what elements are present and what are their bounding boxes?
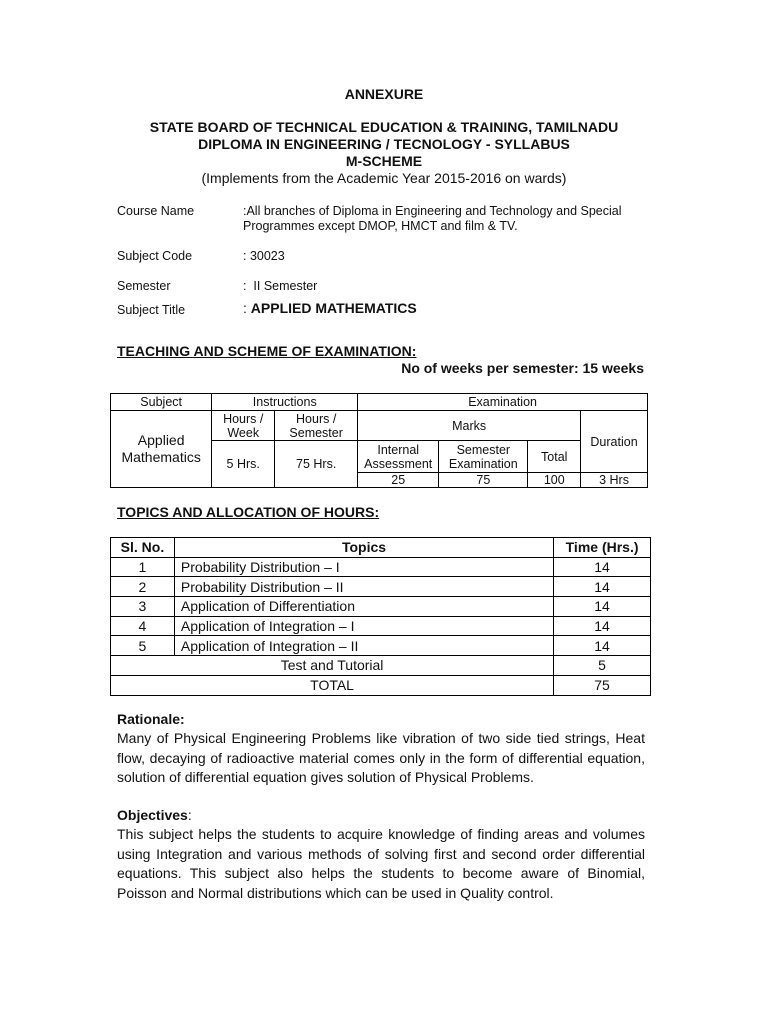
row-time: 14 [554,636,651,656]
internal-line2: Assessment [364,456,433,471]
row-sl: 4 [111,616,175,636]
row-time: 14 [554,616,651,636]
row-topic: Probability Distribution – I [174,557,553,577]
table-row [111,597,651,617]
row-topic: Application of Integration – I [174,616,553,636]
rationale-heading: Rationale: [117,711,185,727]
hours-sem-line1: Hours / [296,411,337,426]
total-value: 100 [528,473,581,488]
row-time: 14 [554,577,651,597]
col-time: Time (Hrs.) [554,538,651,558]
subject-title-value: APPLIED MATHEMATICS [250,300,417,316]
total-label: TOTAL [111,675,554,695]
total-header: Total [528,441,581,473]
table-row [111,636,651,656]
subject-name-line2: Mathematics [121,449,201,465]
subject-code-label: Subject Code [117,249,193,263]
semester-exam-header [439,441,528,473]
col-topics: Topics [174,538,553,558]
rationale-text: Many of Physical Engineering Problems like vibration of two side tied strings, Heat flow, decaying of radioactive material comes only in the form of differential equation, solution of differential equation gives solution of Physical Problems. [117,730,645,785]
duration-value: 3 Hrs [581,473,648,488]
semester-label: Semester [117,279,171,293]
topics-table [110,537,651,696]
scheme-title: M-SCHEME [345,153,423,169]
total-row [111,675,651,695]
course-name-line2: Programmes except DMOP, HMCT and film & TV. [243,219,518,233]
duration-header: Duration [581,411,648,473]
row-topic: Probability Distribution – II [174,577,553,597]
test-tutorial-label: Test and Tutorial [111,656,554,676]
annexure-title: ANNEXURE [344,86,424,102]
scheme-heading: TEACHING AND SCHEME OF EXAMINATION: [117,343,417,359]
subject-code-value: : 30023 [243,249,285,263]
semester-exam-line2: Examination [448,456,518,471]
hours-week-value: 5 Hrs. [212,441,275,488]
row-sl: 3 [111,597,175,617]
hours-week-line1: Hours / [223,411,264,426]
diploma-title: DIPLOMA IN ENGINEERING / TECNOLOGY - SYLLABUS [198,136,570,152]
hours-week-line2: Week [227,425,260,440]
row-time: 14 [554,597,651,617]
marks-header: Marks [358,411,581,441]
total-hours-value: 75 [554,675,651,695]
subject-title-row [243,300,417,316]
col-subject: Subject [111,394,212,411]
row-topic: Application of Differentiation [174,597,553,617]
row-sl: 5 [111,636,175,656]
test-tutorial-value: 5 [554,656,651,676]
objectives-heading: Objectives [117,807,188,823]
internal-header [358,441,439,473]
semester-exam-value: 75 [439,473,528,488]
row-sl: 2 [111,577,175,597]
subject-name-cell [111,411,212,488]
col-instructions: Instructions [212,394,358,411]
table-row [111,557,651,577]
objectives-colon: : [187,807,192,823]
subject-title-label: Subject Title [117,303,186,317]
scheme-table [110,393,648,488]
semester-value: : II Semester [243,279,318,293]
hours-sem-line2: Semester [289,425,343,440]
objectives-text: This subject helps the students to acquire knowledge of finding areas and volumes using Integration and various methods of solving first and second order differential equations. This subject also helps the students to become aware of Binomial, Poisson and Normal distributions which can be used in Quality control. [117,826,645,901]
internal-line1: Internal [377,442,420,457]
col-sl-no: Sl. No. [111,538,175,558]
course-name-line1: :All branches of Diploma in Engineering and Technology and Special [243,204,622,218]
row-time: 14 [554,557,651,577]
board-title: STATE BOARD OF TECHNICAL EDUCATION & TRAINING, TAMILNADU [149,119,619,135]
semester-exam-line1: Semester [456,442,511,457]
table-row [111,616,651,636]
row-sl: 1 [111,557,175,577]
hours-sem-header [275,411,358,441]
topics-heading: TOPICS AND ALLOCATION OF HOURS: [117,504,380,520]
weeks-note: No of weeks per semester: 15 weeks [401,360,644,376]
subject-title-prefix: : [243,300,251,316]
test-tutorial-row [111,656,651,676]
implements-note: (Implements from the Academic Year 2015-2016 on wards) [201,170,567,186]
hours-week-header [212,411,275,441]
internal-value: 25 [358,473,439,488]
hours-sem-value: 75 Hrs. [275,441,358,488]
table-row [111,577,651,597]
row-topic: Application of Integration – II [174,636,553,656]
subject-name-line1: Applied [137,432,185,448]
course-name-label: Course Name [117,204,195,218]
objectives-heading-row [117,807,192,823]
col-examination: Examination [358,394,648,411]
